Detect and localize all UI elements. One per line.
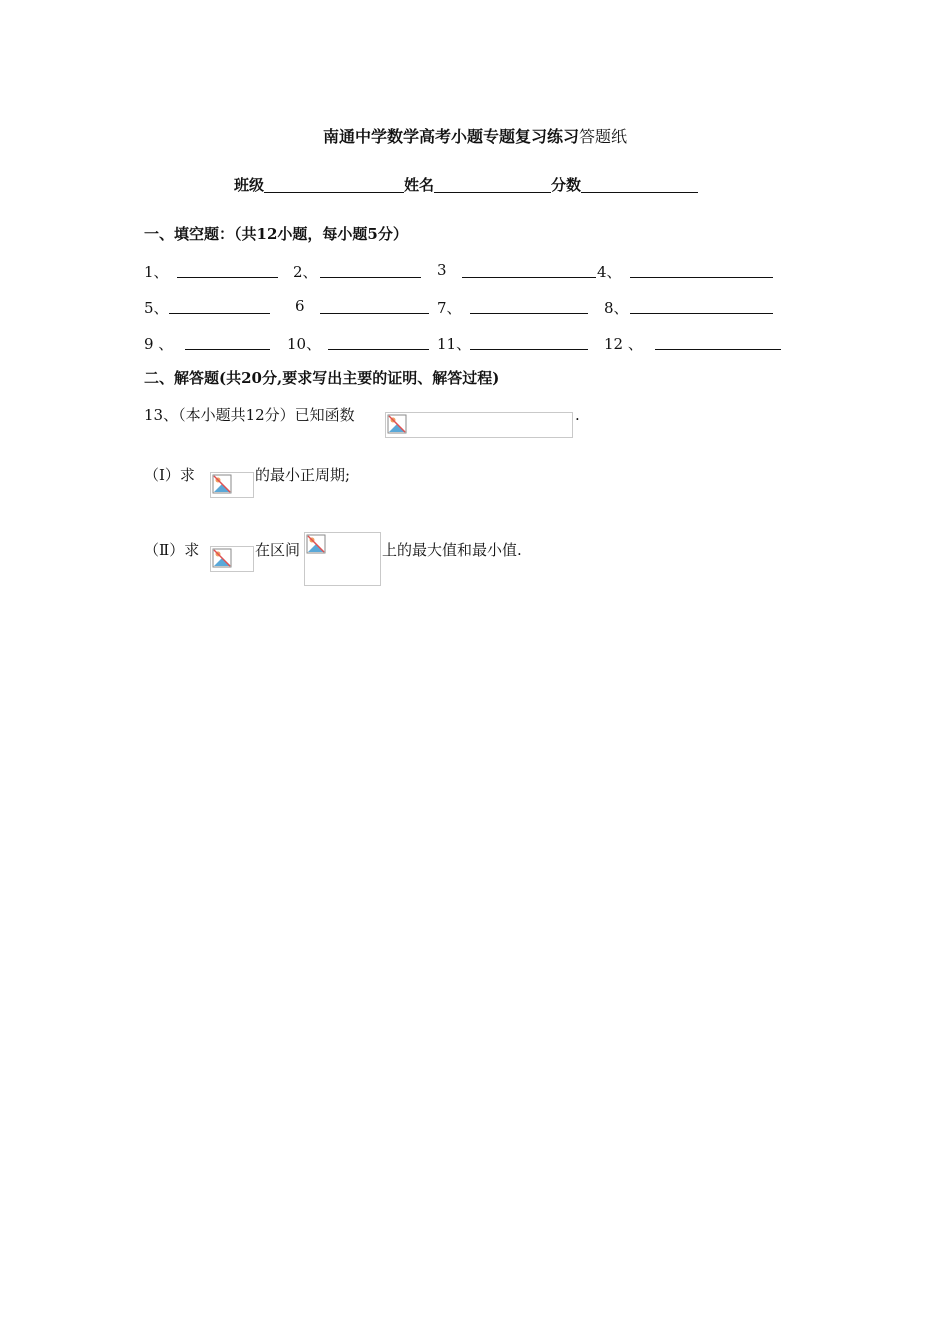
fill-blank-7[interactable] (470, 313, 588, 314)
function-symbol-image-2 (210, 546, 254, 572)
broken-image-icon (212, 548, 232, 568)
page-title (0, 127, 950, 147)
fill-label-4: 4、 (597, 263, 622, 281)
fill-label-11: 11、 (437, 335, 472, 353)
class-label: 班级 (234, 176, 265, 194)
score-label: 分数 (551, 176, 582, 194)
info-line (234, 175, 698, 195)
title-suffix: 答题纸 (579, 127, 628, 146)
fill-label-3: 3 (437, 261, 447, 279)
fill-label-2: 2、 (293, 263, 318, 281)
fill-blank-9[interactable] (185, 349, 270, 350)
fill-blank-1[interactable] (177, 277, 278, 278)
fill-label-6: 6 (295, 297, 305, 315)
fill-label-9: 9 、 (144, 335, 174, 353)
fill-blank-11[interactable] (470, 349, 588, 350)
fill-label-8: 8、 (604, 299, 629, 317)
score-blank[interactable] (581, 176, 698, 193)
broken-image-icon (212, 474, 232, 494)
broken-image-icon (387, 414, 407, 434)
part1-prefix: （Ⅰ）求 (144, 466, 195, 484)
name-blank[interactable] (434, 176, 551, 193)
fill-blank-12[interactable] (655, 349, 781, 350)
fill-blank-2[interactable] (320, 277, 421, 278)
part2-suffix: 上的最大值和最小值. (382, 541, 522, 559)
fill-blank-6[interactable] (320, 313, 429, 314)
title-main: 南通中学数学高考小题专题复习练习 (322, 127, 579, 146)
part2-mid: 在区间 (255, 541, 301, 559)
function-symbol-image-1 (210, 472, 254, 498)
fill-blank-4[interactable] (630, 277, 773, 278)
q13-suffix: . (575, 406, 580, 424)
class-blank[interactable] (264, 176, 404, 193)
fill-label-5: 5、 (144, 299, 169, 317)
interval-image (304, 532, 381, 586)
fill-blank-5[interactable] (169, 313, 270, 314)
section2-heading: 二、解答题(共20分,要求写出主要的证明、解答过程) (144, 369, 500, 387)
fill-label-10: 10、 (287, 335, 322, 353)
fill-label-12: 12 、 (604, 335, 643, 353)
fill-label-1: 1、 (144, 263, 169, 281)
part1-suffix: 的最小正周期; (255, 466, 351, 484)
function-formula-image (385, 412, 573, 438)
fill-blank-8[interactable] (630, 313, 773, 314)
name-label: 姓名 (404, 176, 435, 194)
broken-image-icon (306, 534, 326, 554)
fill-label-7: 7、 (437, 299, 462, 317)
fill-blank-3[interactable] (462, 277, 596, 278)
part2-prefix: （Ⅱ）求 (144, 541, 200, 559)
fill-blank-10[interactable] (328, 349, 429, 350)
section1-heading: 一、填空题：（共12小题，每小题5分） (144, 225, 408, 243)
q13-prefix: 13、（本小题共12分）已知函数 (144, 406, 355, 424)
